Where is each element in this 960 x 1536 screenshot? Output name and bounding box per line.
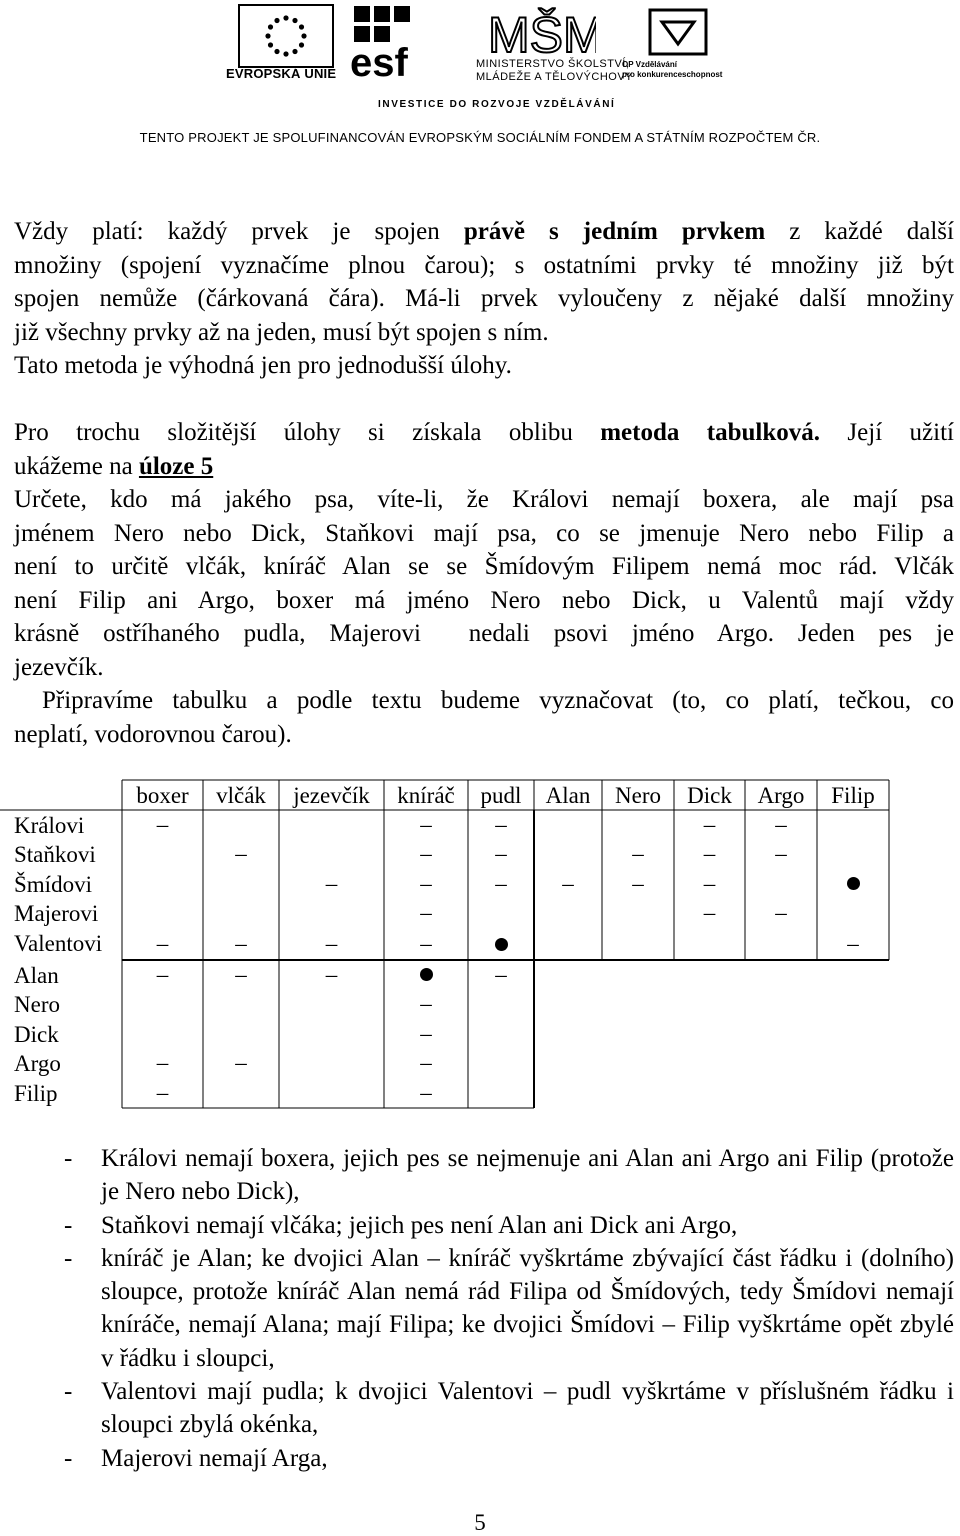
excluded-dash: –	[156, 1080, 169, 1105]
text-line: neplatí, vodorovnou čarou).	[14, 720, 292, 748]
text-line: Pro trochu složitější úlohy si získala oblibu metoda tabulková. Její užití	[14, 419, 954, 446]
text-line: množiny (spojení vyznačíme plnou čarou); s ostatními prvky té množiny již být	[14, 251, 954, 279]
page-number: 5	[474, 1510, 486, 1535]
column-header: Dick	[687, 783, 732, 808]
header-logos	[0, 0, 960, 110]
msmt-logo	[486, 2, 596, 60]
excluded-dash: –	[775, 900, 787, 925]
bullet-dash: -	[64, 1211, 73, 1239]
excluded-dash: –	[632, 870, 644, 896]
invest-banner: INVESTICE DO ROZVOJE VZDĚLÁVÁNÍ	[378, 99, 616, 110]
text-line: již všechny prvky až na jeden, musí být spojen s ním.	[14, 318, 549, 346]
bullet-dash: -	[64, 1244, 73, 1272]
eu-label: EVROPSKÁ UNIE	[226, 66, 337, 81]
excluded-dash: –	[703, 811, 716, 837]
excluded-dash: –	[420, 931, 432, 956]
op-logo	[640, 2, 716, 62]
bullet-dash: -	[64, 1378, 73, 1406]
excluded-dash: –	[420, 991, 432, 1016]
op-line-1: OP Vzdělávání	[622, 60, 677, 69]
task-reference: úloze 5	[138, 452, 214, 480]
match-dot	[420, 968, 433, 981]
excluded-dash: –	[703, 900, 716, 925]
excluded-dash: –	[235, 961, 247, 987]
excluded-dash: –	[495, 961, 507, 987]
excluded-dash: –	[420, 870, 432, 896]
bullet-item: - Královi nemají boxera, jejich pes se nejmenuje ani Alan ani Argo ani Filip (protože je Nero nebo Dick),	[0, 1142, 960, 1209]
column-header: jezevčík	[293, 783, 370, 808]
excluded-dash: –	[420, 811, 432, 837]
column-header: Nero	[615, 783, 661, 808]
excluded-dash: –	[703, 841, 716, 866]
text-line: jménem Nero nebo Dick, Staňkovi mají psa, co se jmenuje Nero nebo Filip a	[14, 519, 954, 547]
excluded-dash: –	[420, 841, 432, 866]
eu-flag-logo	[238, 4, 334, 68]
bullet-dash: -	[64, 1444, 73, 1472]
row-header: Královi	[14, 813, 85, 838]
row-header: Filip	[14, 1081, 58, 1106]
row-header: Nero	[14, 992, 60, 1017]
paragraph-method	[14, 416, 954, 483]
excluded-dash: –	[325, 931, 338, 956]
excluded-dash: –	[632, 841, 644, 866]
text-line: není Filip ani Argo, boxer má jméno Nero nebo Dick, u Valentů mají vždy	[14, 586, 954, 614]
excluded-dash: –	[235, 841, 247, 866]
column-header: Argo	[757, 783, 805, 808]
row-header: Dick	[14, 1022, 59, 1047]
text-line: spojen nemůže (čárkovaná čára). Má-li prvek vyloučeny z nějaké další množiny	[14, 285, 954, 312]
bullet-list	[0, 1142, 960, 1475]
excluded-dash: –	[775, 841, 787, 866]
esf-logo	[348, 2, 448, 80]
column-header: boxer	[136, 783, 189, 808]
msmt-line-1: MINISTERSTVO ŠKOLSTVÍ,	[476, 58, 630, 70]
text-line: není to určitě vlčák, kníráč Alan se se Šmídovým Filipem nemá moc rád. Vlčák	[14, 553, 954, 580]
excluded-dash: –	[156, 961, 169, 987]
excluded-dash: –	[156, 1050, 169, 1075]
text-line: ukážeme na úloze 5	[14, 452, 214, 480]
excluded-dash: –	[325, 870, 338, 896]
row-header: Argo	[14, 1051, 61, 1076]
esf-text: esf	[350, 41, 408, 80]
text-line: Vždy platí: každý prvek je spojen právě s jedním prvkem z každé další	[14, 218, 954, 245]
row-header: Staňkovi	[14, 842, 96, 867]
excluded-dash: –	[703, 870, 716, 896]
excluded-dash: –	[847, 931, 859, 956]
msmt-line-2: MLÁDEŽE A TĚLOVÝCHOVY	[476, 71, 634, 83]
match-dot	[847, 877, 860, 890]
excluded-dash: –	[562, 870, 574, 896]
column-header: Alan	[545, 783, 591, 808]
excluded-dash: –	[325, 961, 338, 987]
paragraph-rule	[14, 215, 954, 383]
emphasis-text: právě s jedním prvkem	[463, 218, 766, 245]
excluded-dash: –	[235, 931, 247, 956]
bullet-item: - Majerovi nemají Arga,	[0, 1442, 960, 1475]
column-header: vlčák	[216, 783, 266, 808]
excluded-dash: –	[420, 1050, 432, 1075]
excluded-dash: –	[420, 1020, 432, 1046]
project-notice: TENTO PROJEKT JE SPOLUFINANCOVÁN EVROPSKÝM SOCIÁLNÍM FONDEM A STÁTNÍM ROZPOČTEM ČR.	[139, 130, 821, 145]
text-line: jezevčík.	[14, 653, 104, 681]
op-line-2: pro konkurenceschopnost	[622, 70, 723, 79]
bullet-item: - Valentovi mají pudla; k dvojici Valentovi – pudl vyškrtáme v příslušném řádku i sloupci zbylá okénka,	[0, 1375, 960, 1442]
column-header: pudl	[480, 783, 522, 808]
text-line: Připravíme tabulku a podle textu budeme vyznačovat (to, co platí, tečkou, co	[42, 687, 954, 714]
bullet-item: - Staňkovi nemají vlčáka; jejich pes není Alan ani Dick ani Argo,	[0, 1209, 960, 1242]
row-header: Alan	[14, 963, 59, 988]
text-line: Určete, kdo má jakého psa, víte-li, že Královi nemají boxera, ale mají psa	[14, 486, 954, 513]
row-header: Majerovi	[14, 901, 99, 926]
text-line: Tato metoda je výhodná jen pro jednodušší úlohy.	[14, 352, 512, 379]
paragraph-task	[14, 483, 954, 751]
msmt-text: MŠM	[488, 7, 596, 60]
op-caption	[622, 60, 722, 80]
text-line: krásně ostříhaného pudla, Majerovi nedali psovi jméno Argo. Jeden pes je	[14, 620, 954, 647]
excluded-dash: –	[156, 811, 169, 837]
excluded-dash: –	[495, 870, 507, 896]
bullet-dash: -	[64, 1145, 73, 1172]
row-header: Šmídovi	[14, 872, 92, 897]
excluded-dash: –	[495, 841, 507, 866]
msmt-caption	[476, 58, 633, 84]
excluded-dash: –	[420, 1080, 432, 1105]
excluded-dash: –	[420, 900, 432, 925]
column-header: Filip	[831, 783, 875, 808]
excluded-dash: –	[235, 1050, 247, 1075]
bullet-item: - kníráč je Alan; ke dvojici Alan – kníráč vyškrtáme zbývající část řádku i (dolního) sloupce, protože kníráč Alan nemá rád Filipa od Šmídových, tedy Šmídovi nemají kníráče, nemají Alana; mají Filipa; ke dvojici Šmídovi – Filip vyškrtáme opět zbylé v řádku i sloupci,	[0, 1242, 960, 1375]
excluded-dash: –	[495, 811, 507, 837]
method-name: metoda tabulková.	[600, 419, 821, 446]
match-dot	[495, 938, 508, 951]
column-header: kníráč	[397, 783, 455, 808]
excluded-dash: –	[156, 931, 169, 956]
row-header: Valentovi	[14, 931, 103, 956]
excluded-dash: –	[775, 811, 787, 837]
